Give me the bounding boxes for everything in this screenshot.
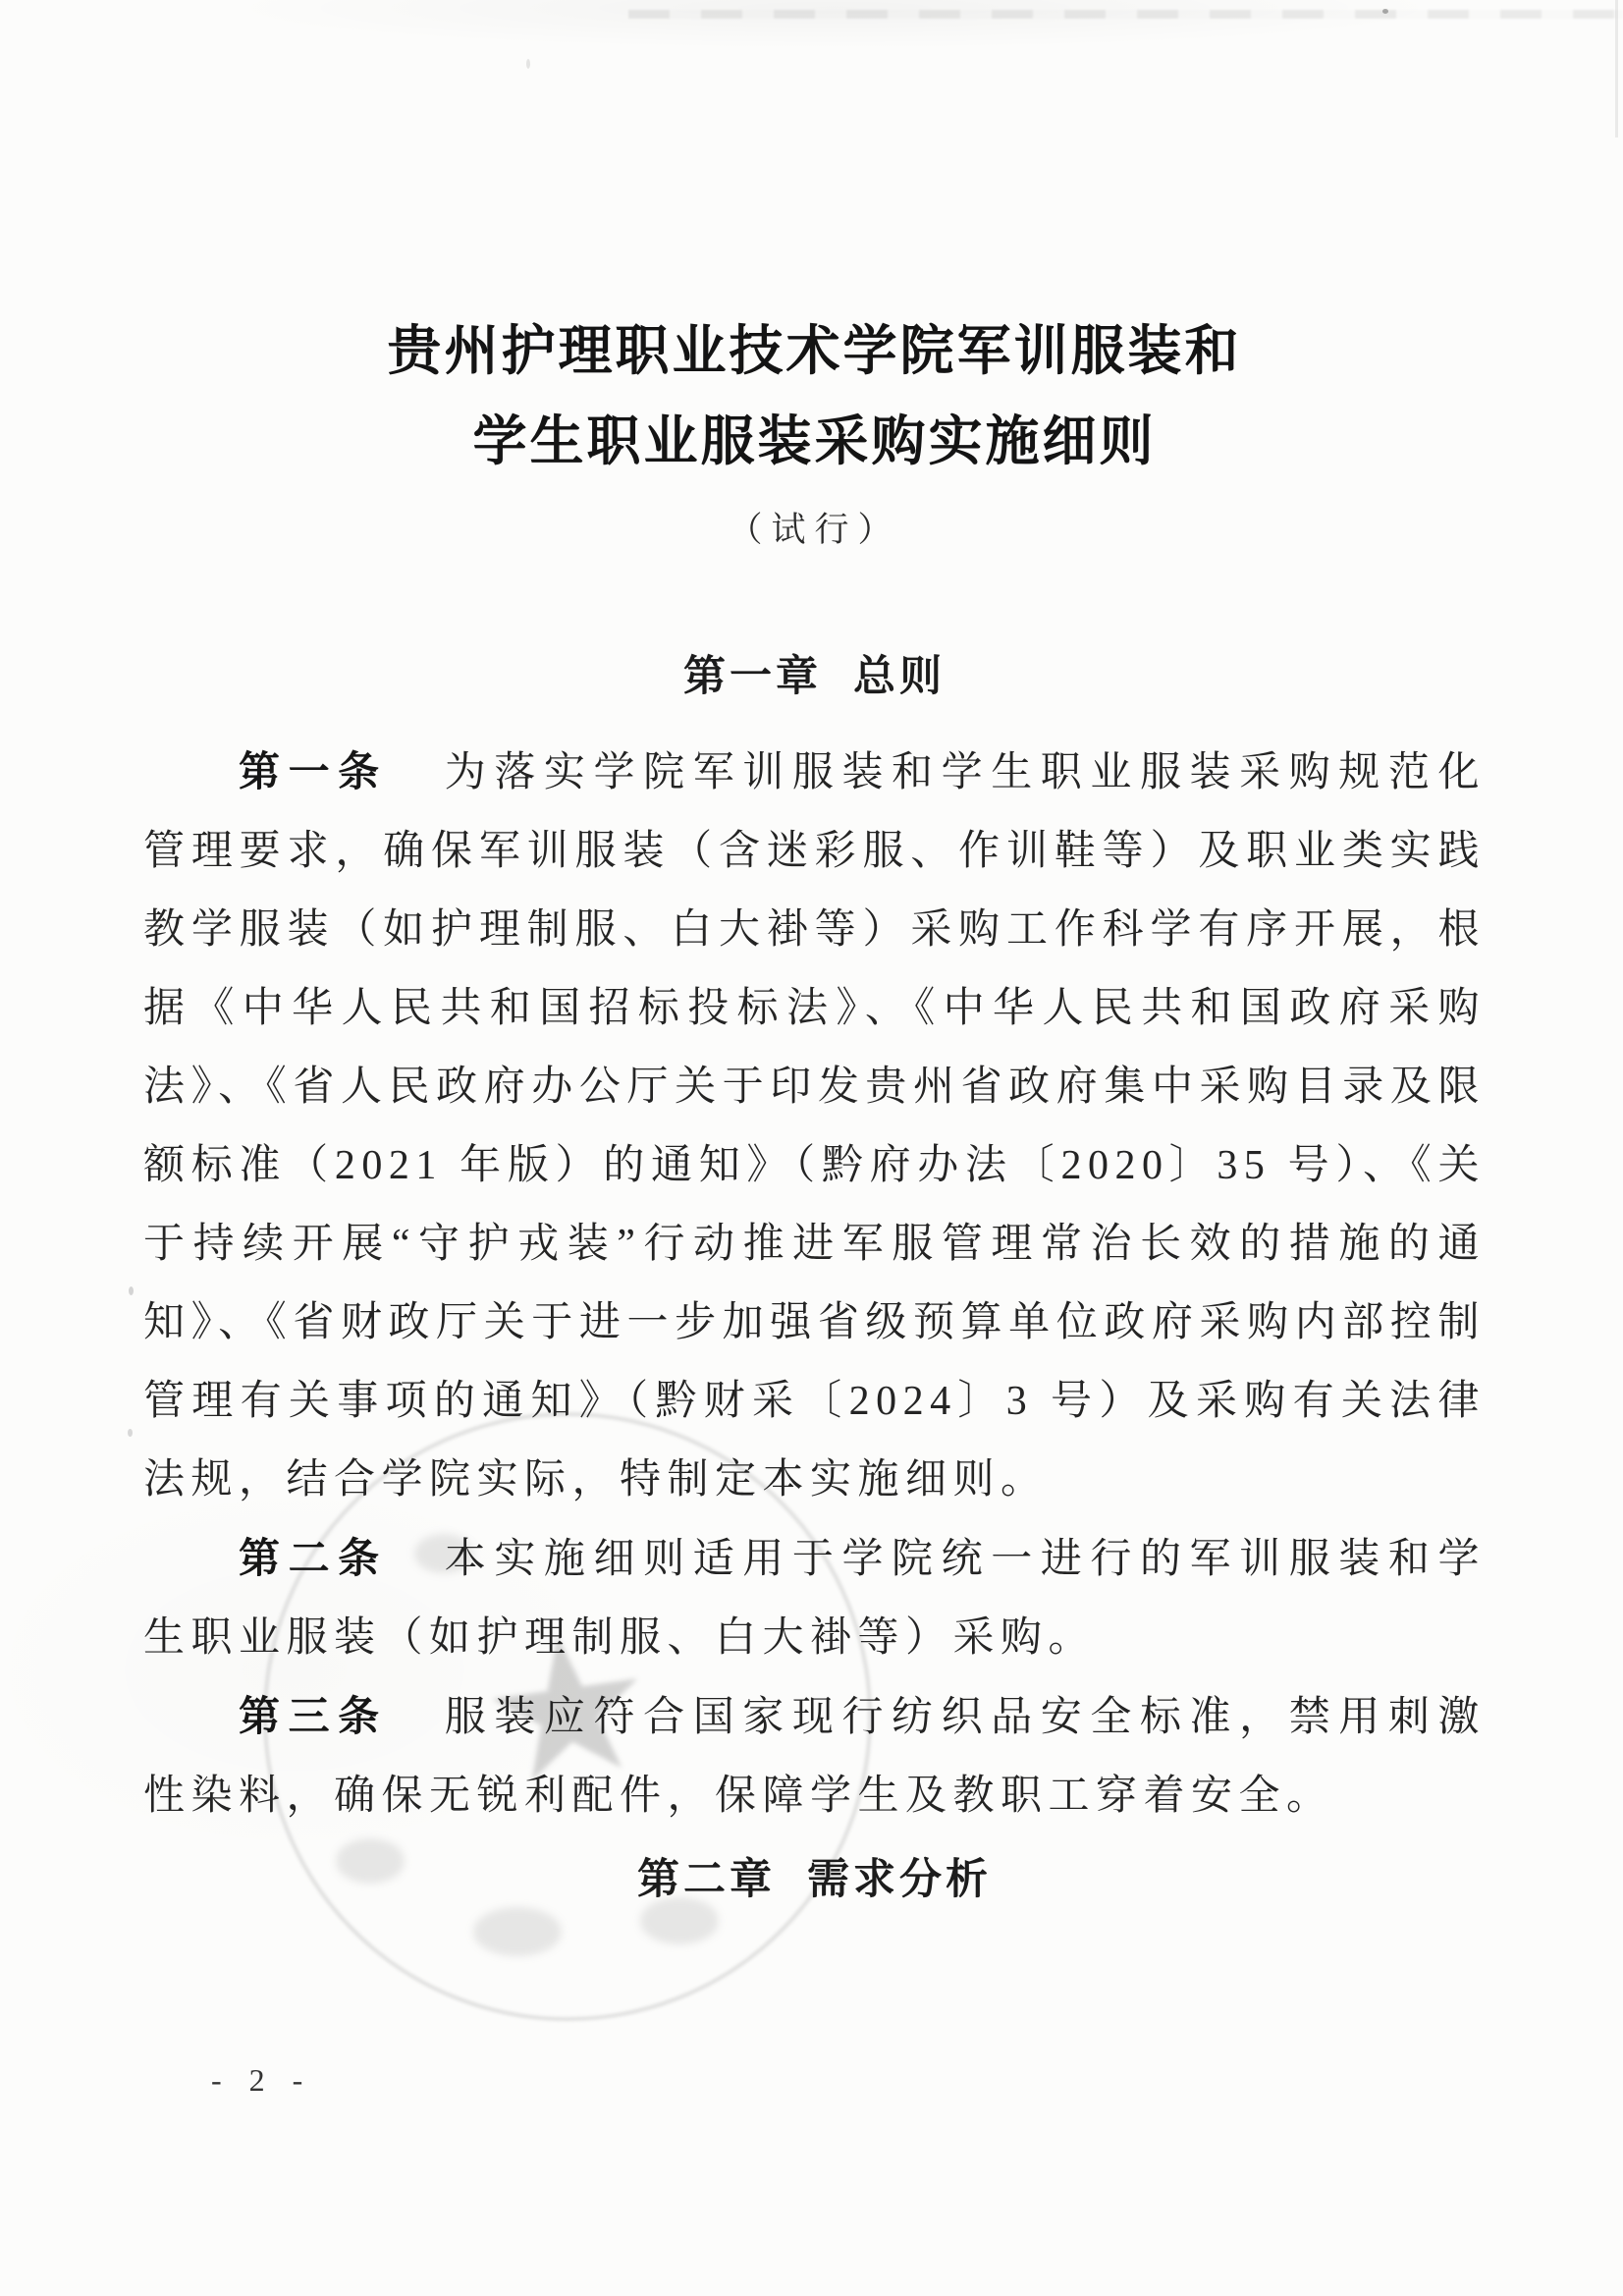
document-title-line2: 学生职业服装采购实施细则 bbox=[472, 411, 1157, 471]
scan-speck bbox=[1382, 9, 1388, 14]
chapter-2-heading: 第二章 需求分析 bbox=[637, 1856, 992, 1903]
chapter-1-body bbox=[143, 733, 1486, 1835]
article-1-paragraph bbox=[143, 733, 1486, 1519]
document-subtitle: （试行） bbox=[728, 511, 901, 549]
document-title bbox=[143, 306, 1486, 487]
article-1-label: 第一条 bbox=[239, 748, 388, 794]
article-3-text: 服装应符合国家现行纺织品安全标准，禁用刺激性染料，确保无锐利配件，保障学生及教职工穿着安全。 bbox=[143, 1695, 1486, 1819]
scan-edge-artifact bbox=[1615, 0, 1618, 137]
article-2-label: 第二条 bbox=[239, 1535, 388, 1581]
chapter-1-heading: 第一章 总则 bbox=[683, 653, 946, 700]
scan-speck bbox=[526, 59, 530, 69]
document-content bbox=[0, 306, 1623, 1910]
page-number: - 2 - bbox=[211, 2062, 313, 2098]
seal-text-smudge bbox=[473, 1907, 562, 1956]
article-3-label: 第三条 bbox=[239, 1693, 388, 1739]
article-1-text: 为落实学院军训服装和学生职业服装采购规范化管理要求，确保军训服装（含迷彩服、作训鞋等）及职业类实践教学服装（如护理制服、白大褂等）采购工作科学有序开展，根据《中华人民共和国招标投标法》、《中华人民共和国政府采购法》、《省人民政府办公厅关于印发贵州省政府集中采购目录及限额标准（2021 年版）的通知》（黔府办法〔2020〕35 号）、《关于持续开展“守护戎装”行动推进军服管理常治长效的措施的通知》、《省财政厅关于进一步加强省级预算单位政府采购内部控制管理有关事项的通知》（黔财采〔2024〕3 号）及采购有关法律法规，结合学院实际，特制定本实施细则。 bbox=[143, 750, 1486, 1503]
document-title-line1: 贵州护理职业技术学院军训服装和 bbox=[387, 321, 1242, 381]
article-2-text: 本实施细则适用于学院统一进行的军训服装和学生职业服装（如护理制服、白大褂等）采购。 bbox=[143, 1537, 1486, 1661]
star-icon: ★ bbox=[466, 1585, 669, 1831]
article-2-paragraph bbox=[143, 1519, 1486, 1677]
article-3-paragraph bbox=[143, 1677, 1486, 1835]
scan-noise-streak bbox=[628, 10, 1623, 19]
